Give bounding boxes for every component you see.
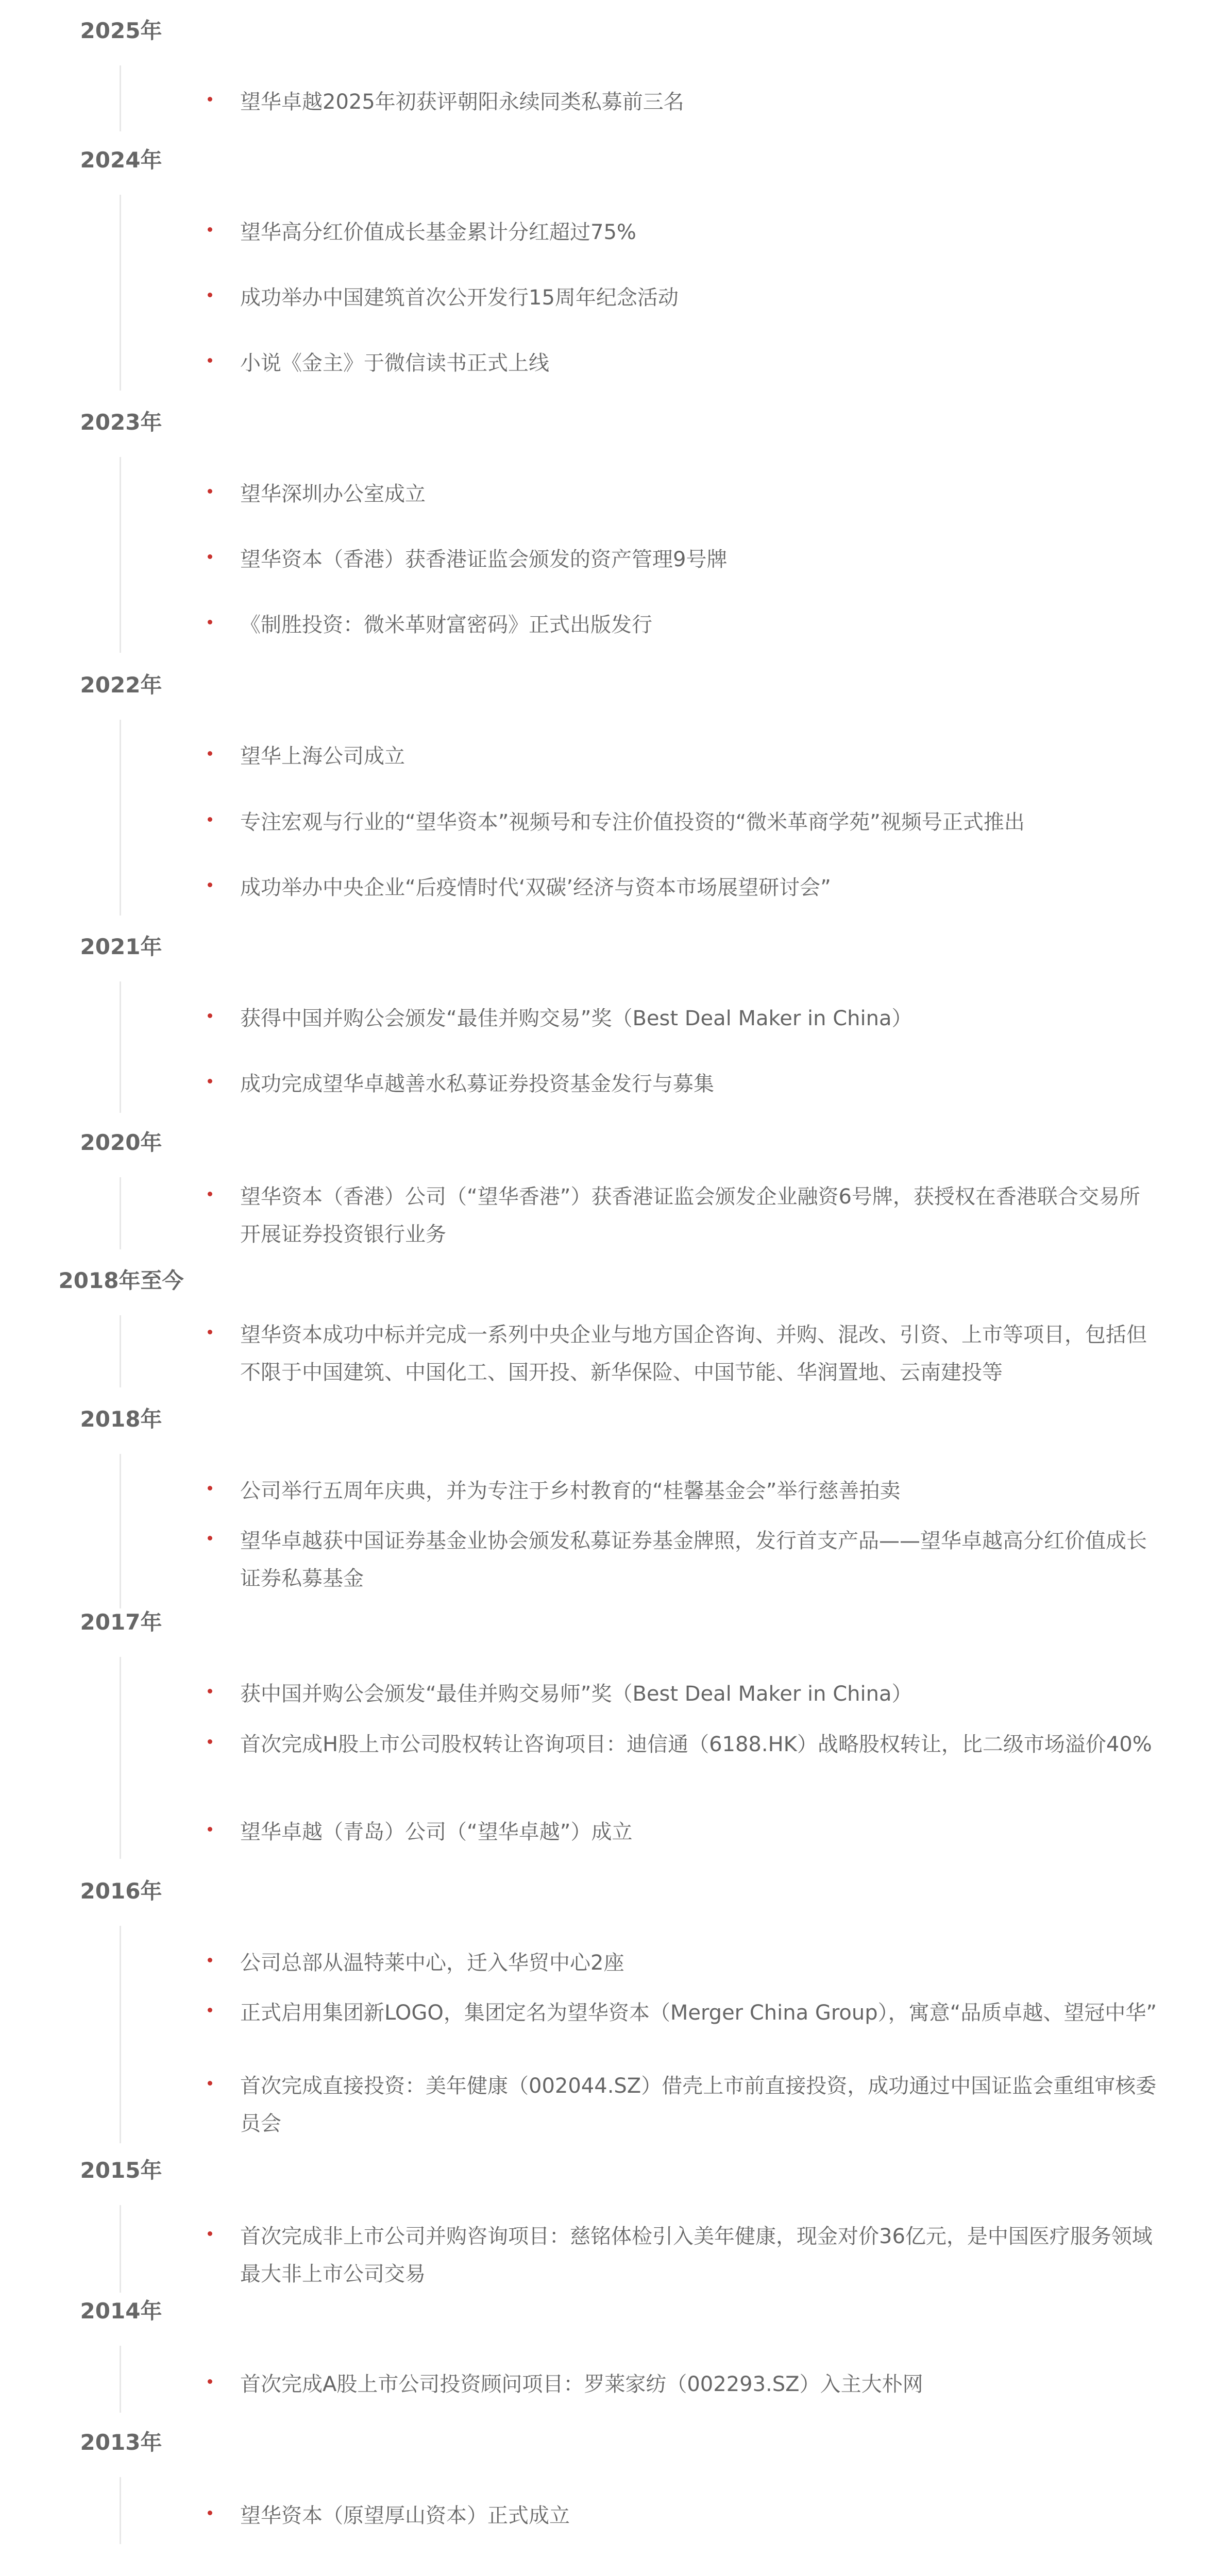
bullet-dot	[208, 1079, 212, 1083]
year-heading: 2018年	[80, 1406, 162, 1432]
item-text: 小说《金主》于微信读书正式上线	[240, 351, 549, 375]
item-text: 专注宏观与行业的“望华资本”视频号和专注价值投资的“微米革商学苑”视频号正式推出	[240, 810, 1025, 834]
bullet-dot	[208, 1958, 212, 1962]
list-item	[208, 2067, 1161, 2143]
item-text: 望华卓越获中国证券基金业协会颁发私募证券基金牌照，发行首支产品——望华卓越高分红价值成长证券私募基金	[240, 1529, 1147, 1590]
list-item	[208, 1178, 1161, 1253]
item-text: 望华高分红价值成长基金累计分红超过75%	[240, 221, 636, 244]
list-item	[208, 2218, 1161, 2293]
bullet-dot	[208, 2008, 212, 2012]
bullet-dot	[208, 1536, 212, 1540]
bullet-dot	[208, 227, 212, 232]
item-text: 望华卓越2025年初获评朝阳永续同类私募前三名	[240, 90, 684, 114]
item-text: 望华资本（原望厚山资本）正式成立	[240, 2504, 570, 2528]
list-item	[208, 279, 1161, 317]
bullet-dot	[208, 1486, 212, 1490]
timeline-line	[120, 1177, 121, 1249]
item-text: 获得中国并购公会颁发“最佳并购交易”奖（Best Deal Maker in China）	[240, 1007, 912, 1030]
bullet-dot	[208, 817, 212, 822]
list-item	[208, 1472, 1161, 1510]
bullet-dot	[208, 2081, 212, 2086]
year-heading: 2023年	[80, 410, 162, 435]
item-text: 望华深圳办公室成立	[240, 482, 426, 506]
item-text: 获中国并购公会颁发“最佳并购交易师”奖（Best Deal Maker in China）	[240, 1682, 912, 1706]
year-heading: 2016年	[80, 1878, 162, 1904]
item-text: 望华上海公司成立	[240, 744, 405, 768]
item-text: 望华资本（香港）获香港证监会颁发的资产管理9号牌	[240, 548, 728, 571]
bullet-dot	[208, 751, 212, 756]
timeline-line	[120, 2205, 121, 2293]
list-item	[208, 1726, 1161, 1764]
item-text: 首次完成非上市公司并购咨询项目：慈铭体检引入美年健康，现金对价36亿元，是中国医疗服务领域最大非上市公司交易	[240, 2225, 1153, 2286]
bullet-dot	[208, 2231, 212, 2236]
bullet-dot	[208, 489, 212, 494]
item-text: 望华资本（香港）公司（“望华香港”）获香港证监会颁发企业融资6号牌，获授权在香港联合交易所开展证券投资银行业务	[240, 1185, 1140, 1246]
bullet-dot	[208, 1739, 212, 1744]
year-heading: 2024年	[80, 147, 162, 173]
year-heading: 2013年	[80, 2430, 162, 2455]
bullet-dot	[208, 2511, 212, 2515]
year-heading: 2020年	[80, 1130, 162, 1155]
year-heading: 2015年	[80, 2158, 162, 2183]
bullet-dot	[208, 1192, 212, 1196]
list-item	[208, 1316, 1161, 1392]
list-item	[208, 541, 1161, 579]
item-text: 《制胜投资：微米革财富密码》正式出版发行	[240, 613, 652, 637]
bullet-dot	[208, 358, 212, 363]
list-item	[208, 1522, 1161, 1598]
item-text: 首次完成直接投资：美年健康（002044.SZ）借壳上市前直接投资，成功通过中国证监会重组审核委员会	[240, 2074, 1157, 2136]
timeline-line	[120, 195, 121, 391]
list-item	[208, 2497, 1161, 2535]
item-text: 首次完成A股上市公司投资顾问项目：罗莱家纺（002293.SZ）入主大朴网	[240, 2372, 923, 2396]
timeline-line	[120, 65, 121, 131]
list-item	[208, 2366, 1161, 2403]
bullet-dot	[208, 2379, 212, 2384]
item-text: 成功举办中国建筑首次公开发行15周年纪念活动	[240, 286, 679, 310]
bullet-dot	[208, 554, 212, 559]
list-item	[208, 83, 1161, 121]
year-heading: 2025年	[80, 18, 162, 43]
year-heading: 2018年至今	[58, 1268, 184, 1293]
item-text: 正式启用集团新LOGO，集团定名为望华资本（Merger China Group），寓意“品质卓越、望冠中华”	[240, 2001, 1157, 2025]
list-item	[208, 1065, 1161, 1103]
item-text: 成功完成望华卓越善水私募证券投资基金发行与募集	[240, 1072, 714, 1096]
bullet-dot	[208, 1330, 212, 1334]
item-text: 公司总部从温特莱中心，迁入华贸中心2座	[240, 1951, 624, 1975]
timeline-line	[120, 1315, 121, 1387]
list-item	[208, 804, 1161, 841]
bullet-dot	[208, 97, 212, 101]
item-text: 成功举办中央企业“后疫情时代‘双碳’经济与资本市场展望研讨会”	[240, 876, 831, 900]
year-heading: 2022年	[80, 672, 162, 698]
bullet-dot	[208, 883, 212, 887]
bullet-dot	[208, 1689, 212, 1693]
timeline-line	[120, 1926, 121, 2143]
timeline-line	[120, 981, 121, 1113]
list-item	[208, 214, 1161, 251]
bullet-dot	[208, 1827, 212, 1832]
timeline-line	[120, 2477, 121, 2544]
timeline-line	[120, 1657, 121, 1859]
timeline-line	[120, 720, 121, 916]
item-text: 首次完成H股上市公司股权转让咨询项目：迪信通（6188.HK）战略股权转让，比二级市场溢价40%	[240, 1733, 1152, 1756]
year-heading: 2017年	[80, 1609, 162, 1635]
list-item	[208, 1000, 1161, 1038]
item-text: 望华资本成功中标并完成一系列中央企业与地方国企咨询、并购、混改、引资、上市等项目，包括但不限于中国建筑、中国化工、国开投、新华保险、中国节能、华润置地、云南建投等	[240, 1323, 1147, 1384]
list-item	[208, 738, 1161, 775]
timeline-line	[120, 1454, 121, 1608]
list-item	[208, 345, 1161, 382]
list-item	[208, 606, 1161, 644]
list-item	[208, 1814, 1161, 1851]
list-item	[208, 869, 1161, 907]
list-item	[208, 1994, 1161, 2032]
list-item	[208, 476, 1161, 513]
item-text: 公司举行五周年庆典，并为专注于乡村教育的“桂馨基金会”举行慈善拍卖	[240, 1479, 901, 1503]
list-item	[208, 1675, 1161, 1713]
year-heading: 2021年	[80, 934, 162, 959]
bullet-dot	[208, 620, 212, 624]
year-heading: 2014年	[80, 2298, 162, 2324]
list-item	[208, 1944, 1161, 1982]
timeline-line	[120, 2346, 121, 2413]
timeline-line	[120, 457, 121, 653]
bullet-dot	[208, 293, 212, 297]
item-text: 望华卓越（青岛）公司（“望华卓越”）成立	[240, 1820, 633, 1844]
bullet-dot	[208, 1013, 212, 1018]
